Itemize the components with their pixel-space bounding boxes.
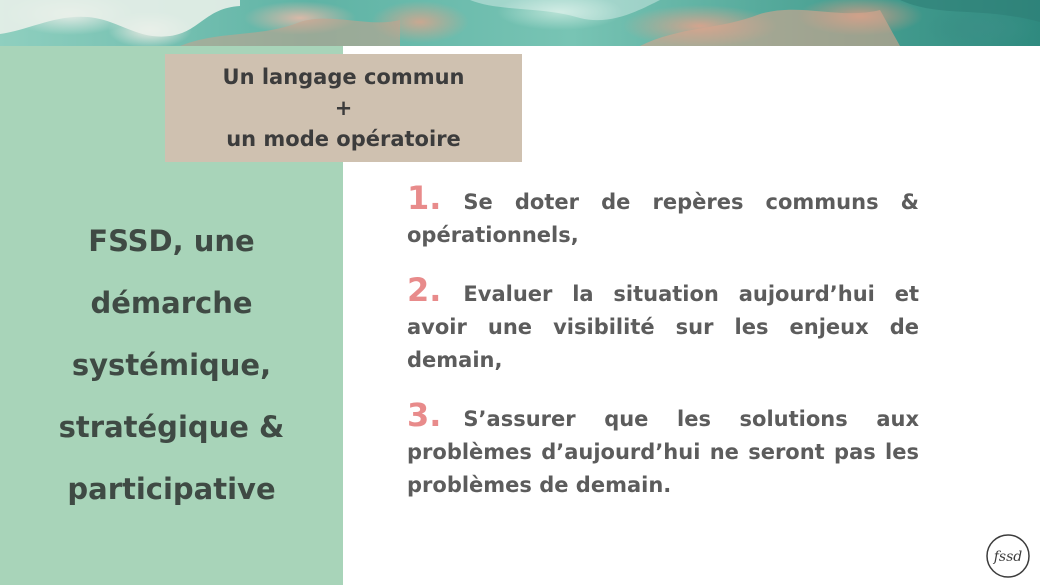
- logo-text: fssd: [993, 549, 1023, 565]
- left-statement: [0, 210, 343, 520]
- left-line-2: démarche: [90, 286, 253, 320]
- title-box: [165, 54, 522, 162]
- title-line-1: Un langage commun: [222, 64, 465, 89]
- title-line-3: un mode opératoire: [226, 126, 461, 151]
- point-number: 2.: [407, 271, 442, 309]
- point-number: 1.: [407, 179, 442, 217]
- point-text: S’assurer que les solutions aux problèmes d’aujourd’hui ne seront pas les problèmes de demain.: [407, 407, 919, 497]
- point-1: [407, 179, 919, 252]
- point-3: [407, 396, 919, 502]
- point-text: Evaluer la situation aujourd’hui et avoir une visibilité sur les enjeux de demain,: [407, 282, 919, 372]
- decorative-banner: [0, 0, 1040, 46]
- numbered-points: [407, 179, 919, 524]
- marble-texture: [0, 0, 1040, 46]
- left-line-3: systémique,: [71, 348, 272, 382]
- left-line-1: FSSD, une: [88, 224, 255, 258]
- fssd-logo: [985, 533, 1031, 579]
- point-text: Se doter de repères communs & opérationnels,: [407, 190, 919, 247]
- left-line-5: participative: [67, 472, 276, 506]
- point-2: [407, 271, 919, 377]
- point-number: 3.: [407, 396, 442, 434]
- left-line-4: stratégique &: [58, 410, 285, 444]
- title-line-2: +: [334, 95, 353, 120]
